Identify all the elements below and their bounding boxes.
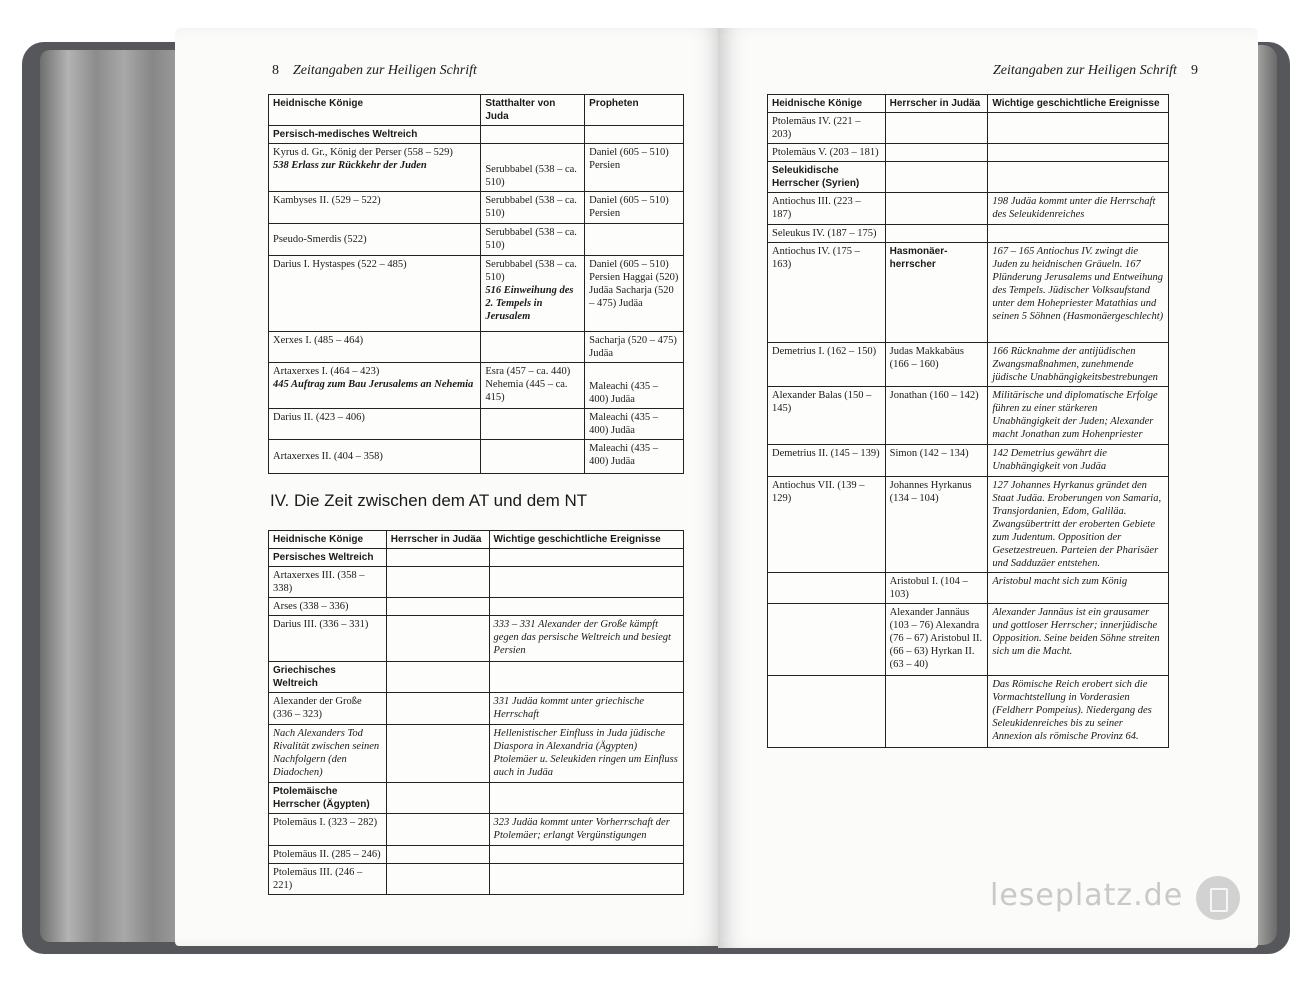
event-text [489,598,683,616]
event-text: 127 Johannes Hyrkanus gründet den Staat Judäa. Eroberungen von Samaria, Transjordanien, Edom, Galiläa. Zwangsübertritt der eroberten Gebiete zum Judentum. Opposition der Gesetzestreuen. Parteien der Pharisäer und Sadduzäer entstehen. [988,477,1169,573]
king-name: Kambyses II. (529 – 522) [269,192,481,224]
king-name: Demetrius I. (162 – 150) [768,343,886,387]
ruler-name: Simon (142 – 134) [885,445,988,477]
king-name: Darius II. (423 – 406) [269,409,481,440]
king-name: Antiochus IV. (175 – 163) [768,243,886,343]
prophet: Sacharja (520 – 475) Judäa [585,332,684,363]
king-name: Artaxerxes I. (464 – 423) [273,366,380,377]
king-name: Alexander Balas (150 – 145) [768,387,886,445]
table-row [269,598,684,616]
king-name: Ptolemäus II. (285 – 246) [269,846,387,864]
table-row [269,616,684,662]
table-row [269,814,684,846]
king-note: 538 Erlass zur Rückkehr der Juden [273,160,427,171]
table-row [768,113,1169,144]
ruler-name [885,193,988,225]
event-text: Das Römische Reich erobert sich die Vormachtstellung in Vorderasien (Feldherr Pompeius). Niedergang des Seleukidenreiches bis zu seiner Annexion als römische Provinz 64. [988,676,1169,748]
table-row [768,676,1169,748]
governor [481,332,585,363]
column-header: Heidnische Könige [269,531,387,549]
king-note: 445 Auftrag zum Bau Jerusalems an Nehemia [273,379,474,390]
king-name: Demetrius II. (145 – 139) [768,445,886,477]
king-name: Arses (338 – 336) [269,598,387,616]
table-row [269,363,684,409]
king-name: Darius I. Hystaspes (522 – 485) [269,256,481,332]
event-text: 331 Judäa kommt unter griechische Herrschaft [489,693,683,725]
event-text [988,225,1169,243]
table-row [768,477,1169,573]
book-icon [1196,876,1240,920]
event-text: 198 Judäa kommt unter die Herrschaft des Seleukidenreiches [988,193,1169,225]
table-row [768,225,1169,243]
column-header: Heidnische Könige [768,95,886,113]
king-name: Ptolemäus IV. (221 – 203) [768,113,886,144]
governor [481,409,585,440]
left-page-number: 8 [272,63,279,78]
prophet: Maleachi (435 – 400) Judäa [585,409,684,440]
prophet: Maleachi (435 – 400) Judäa [585,363,684,409]
persian-kings-table [268,94,684,474]
right-running-title: Zeitangaben zur Heiligen Schrift [993,63,1177,78]
seleucid-table [767,94,1169,748]
section-label: Griechisches Weltreich [269,662,387,693]
governor: Serubbabel (538 – ca. 510) [481,192,585,224]
table-row [269,725,684,783]
table-header-row [768,95,1169,113]
event-text: Alexander Jannäus ist ein grausamer und gottloser Herrscher; innerjüdische Opposition. Seine beiden Söhne streiten sich um die Macht. [988,604,1169,676]
event-text: 333 – 331 Alexander der Große kämpft gegen das persische Weltreich und besiegt Persien [489,616,683,662]
table-row [768,604,1169,676]
event-text: Aristobul macht sich zum König [988,573,1169,604]
king-name: Nach Alexanders Tod Rivalität zwischen seinen Nachfolgern (den Diadochen) [269,725,387,783]
event-text [489,567,683,598]
king-name: Ptolemäus I. (323 – 282) [269,814,387,846]
column-header: Statthalter von Juda [481,95,585,126]
table-row [269,693,684,725]
king-name: Artaxerxes III. (358 – 338) [269,567,387,598]
governor: Esra (457 – ca. 440) Nehemia (445 – ca. 415) [481,363,585,409]
column-header: Heidnische Könige [269,95,481,126]
event-text: 142 Demetrius gewährt die Unabhängigkeit von Judäa [988,445,1169,477]
ruler-name: Alexander Jannäus (103 – 76) Alexandra (76 – 67) Aristobul II. (66 – 63) Hyrkan II. (63 – 40) [885,604,988,676]
left-running-head [272,63,477,79]
prophet: Daniel (605 – 510) Persien [589,147,669,171]
table-row [768,573,1169,604]
event-text: 167 – 165 Antiochus IV. zwingt die Juden zu heidnischen Gräueln. 167 Plünderung Jerusalems und Entweihung des Tempels. Jüdischer Volksaufstand unter dem Hohepriester Matathias und seinen 5 Söhnen (Hasmonäergeschlecht) [988,243,1169,343]
table-row [269,332,684,363]
event-text [489,846,683,864]
king-name: Antiochus III. (223 – 187) [768,193,886,225]
section-label: Persisch-medisches Weltreich [269,126,481,144]
governor-note: 516 Einweihung des 2. Tempels in Jerusalem [485,285,574,322]
king-name: Seleukus IV. (187 – 175) [768,225,886,243]
governor: Serubbabel (538 – ca. 510) [485,259,577,283]
table-row [269,224,684,256]
table-row [768,144,1169,162]
table-row [768,343,1169,387]
table-row [768,445,1169,477]
table-row [768,243,1169,343]
prophet: Maleachi (435 – 400) Judäa [585,440,684,474]
intertestamental-table [268,530,684,895]
king-name [768,604,886,676]
prophet: Daniel (605 – 510) Persien [585,192,684,224]
watermark-text: leseplatz.de [990,878,1184,913]
ruler-name: Hasmonäer-herrscher [885,243,988,343]
left-running-title: Zeitangaben zur Heiligen Schrift [293,63,477,78]
table-row [269,409,684,440]
governor: Serubbabel (538 – ca. 510) [485,164,577,188]
ruler-name: Judas Makkabäus (166 – 160) [885,343,988,387]
king-name [768,573,886,604]
section-row [269,126,684,144]
king-name: Xerxes I. (485 – 464) [269,332,481,363]
table-row [768,387,1169,445]
section-label: Ptolemäische Herrscher (Ägypten) [269,783,387,814]
table-header-row [269,95,684,126]
table-row [269,846,684,864]
event-text: Militärische und diplomatische Erfolge führen zu einer stärkeren Unabhängigkeit der Juden; Alexander macht Jonathan zum Hohenpriester [988,387,1169,445]
king-name [768,676,886,748]
section-row [269,662,684,693]
event-text: 323 Judäa kommt unter Vorherrschaft der Ptolemäer; erlangt Vergünstigungen [489,814,683,846]
section-row [269,783,684,814]
king-name: Ptolemäus V. (203 – 181) [768,144,886,162]
table-row [269,567,684,598]
page-edges-left [40,50,180,942]
governor: Serubbabel (538 – ca. 510) [481,224,585,256]
ruler-name: Aristobul I. (104 – 103) [885,573,988,604]
event-text: 166 Rücknahme der antijüdischen Zwangsmaßnahmen, zunehmende jüdische Unabhängigkeitsbestrebungen [988,343,1169,387]
section-row [269,549,684,567]
event-text: Hellenistischer Einfluss in Juda jüdische Diaspora in Alexandria (Ägypten) Ptolemäer u. Seleukiden ringen um Einfluss auch in Judäa [489,725,683,783]
section-row [768,162,1169,193]
column-header: Propheten [585,95,684,126]
governor [481,440,585,474]
ruler-name [885,676,988,748]
king-name: Alexander der Große (336 – 323) [269,693,387,725]
section-label: Persisches Weltreich [269,549,387,567]
event-text [489,864,683,895]
king-name: Pseudo-Smerdis (522) [269,224,481,256]
king-name: Ptolemäus III. (246 – 221) [269,864,387,895]
column-header: Wichtige geschichtliche Ereignisse [988,95,1169,113]
king-name: Kyrus d. Gr., König der Perser (558 – 529) [273,147,453,158]
column-header: Wichtige geschichtliche Ereignisse [489,531,683,549]
king-name: Darius III. (336 – 331) [269,616,387,662]
table-row [768,193,1169,225]
section-label: Seleukidische Herrscher (Syrien) [768,162,886,193]
king-name: Artaxerxes II. (404 – 358) [269,440,481,474]
table-row [269,440,684,474]
king-name: Antiochus VII. (139 – 129) [768,477,886,573]
ruler-name [885,225,988,243]
column-header: Herrscher in Judäa [386,531,489,549]
ruler-name: Jonathan (160 – 142) [885,387,988,445]
table-header-row [269,531,684,549]
table-row [269,256,684,332]
prophet [585,224,684,256]
table-row [269,864,684,895]
section-heading: IV. Die Zeit zwischen dem AT und dem NT [270,491,588,510]
prophet: Daniel (605 – 510) Persien Haggai (520) Judäa Sacharja (520 – 475) Judäa [585,256,684,332]
right-running-head [993,63,1198,79]
ruler-name: Johannes Hyrkanus (134 – 104) [885,477,988,573]
column-header: Herrscher in Judäa [885,95,988,113]
right-page-number: 9 [1190,63,1198,78]
table-row [269,192,684,224]
table-row [269,144,684,192]
